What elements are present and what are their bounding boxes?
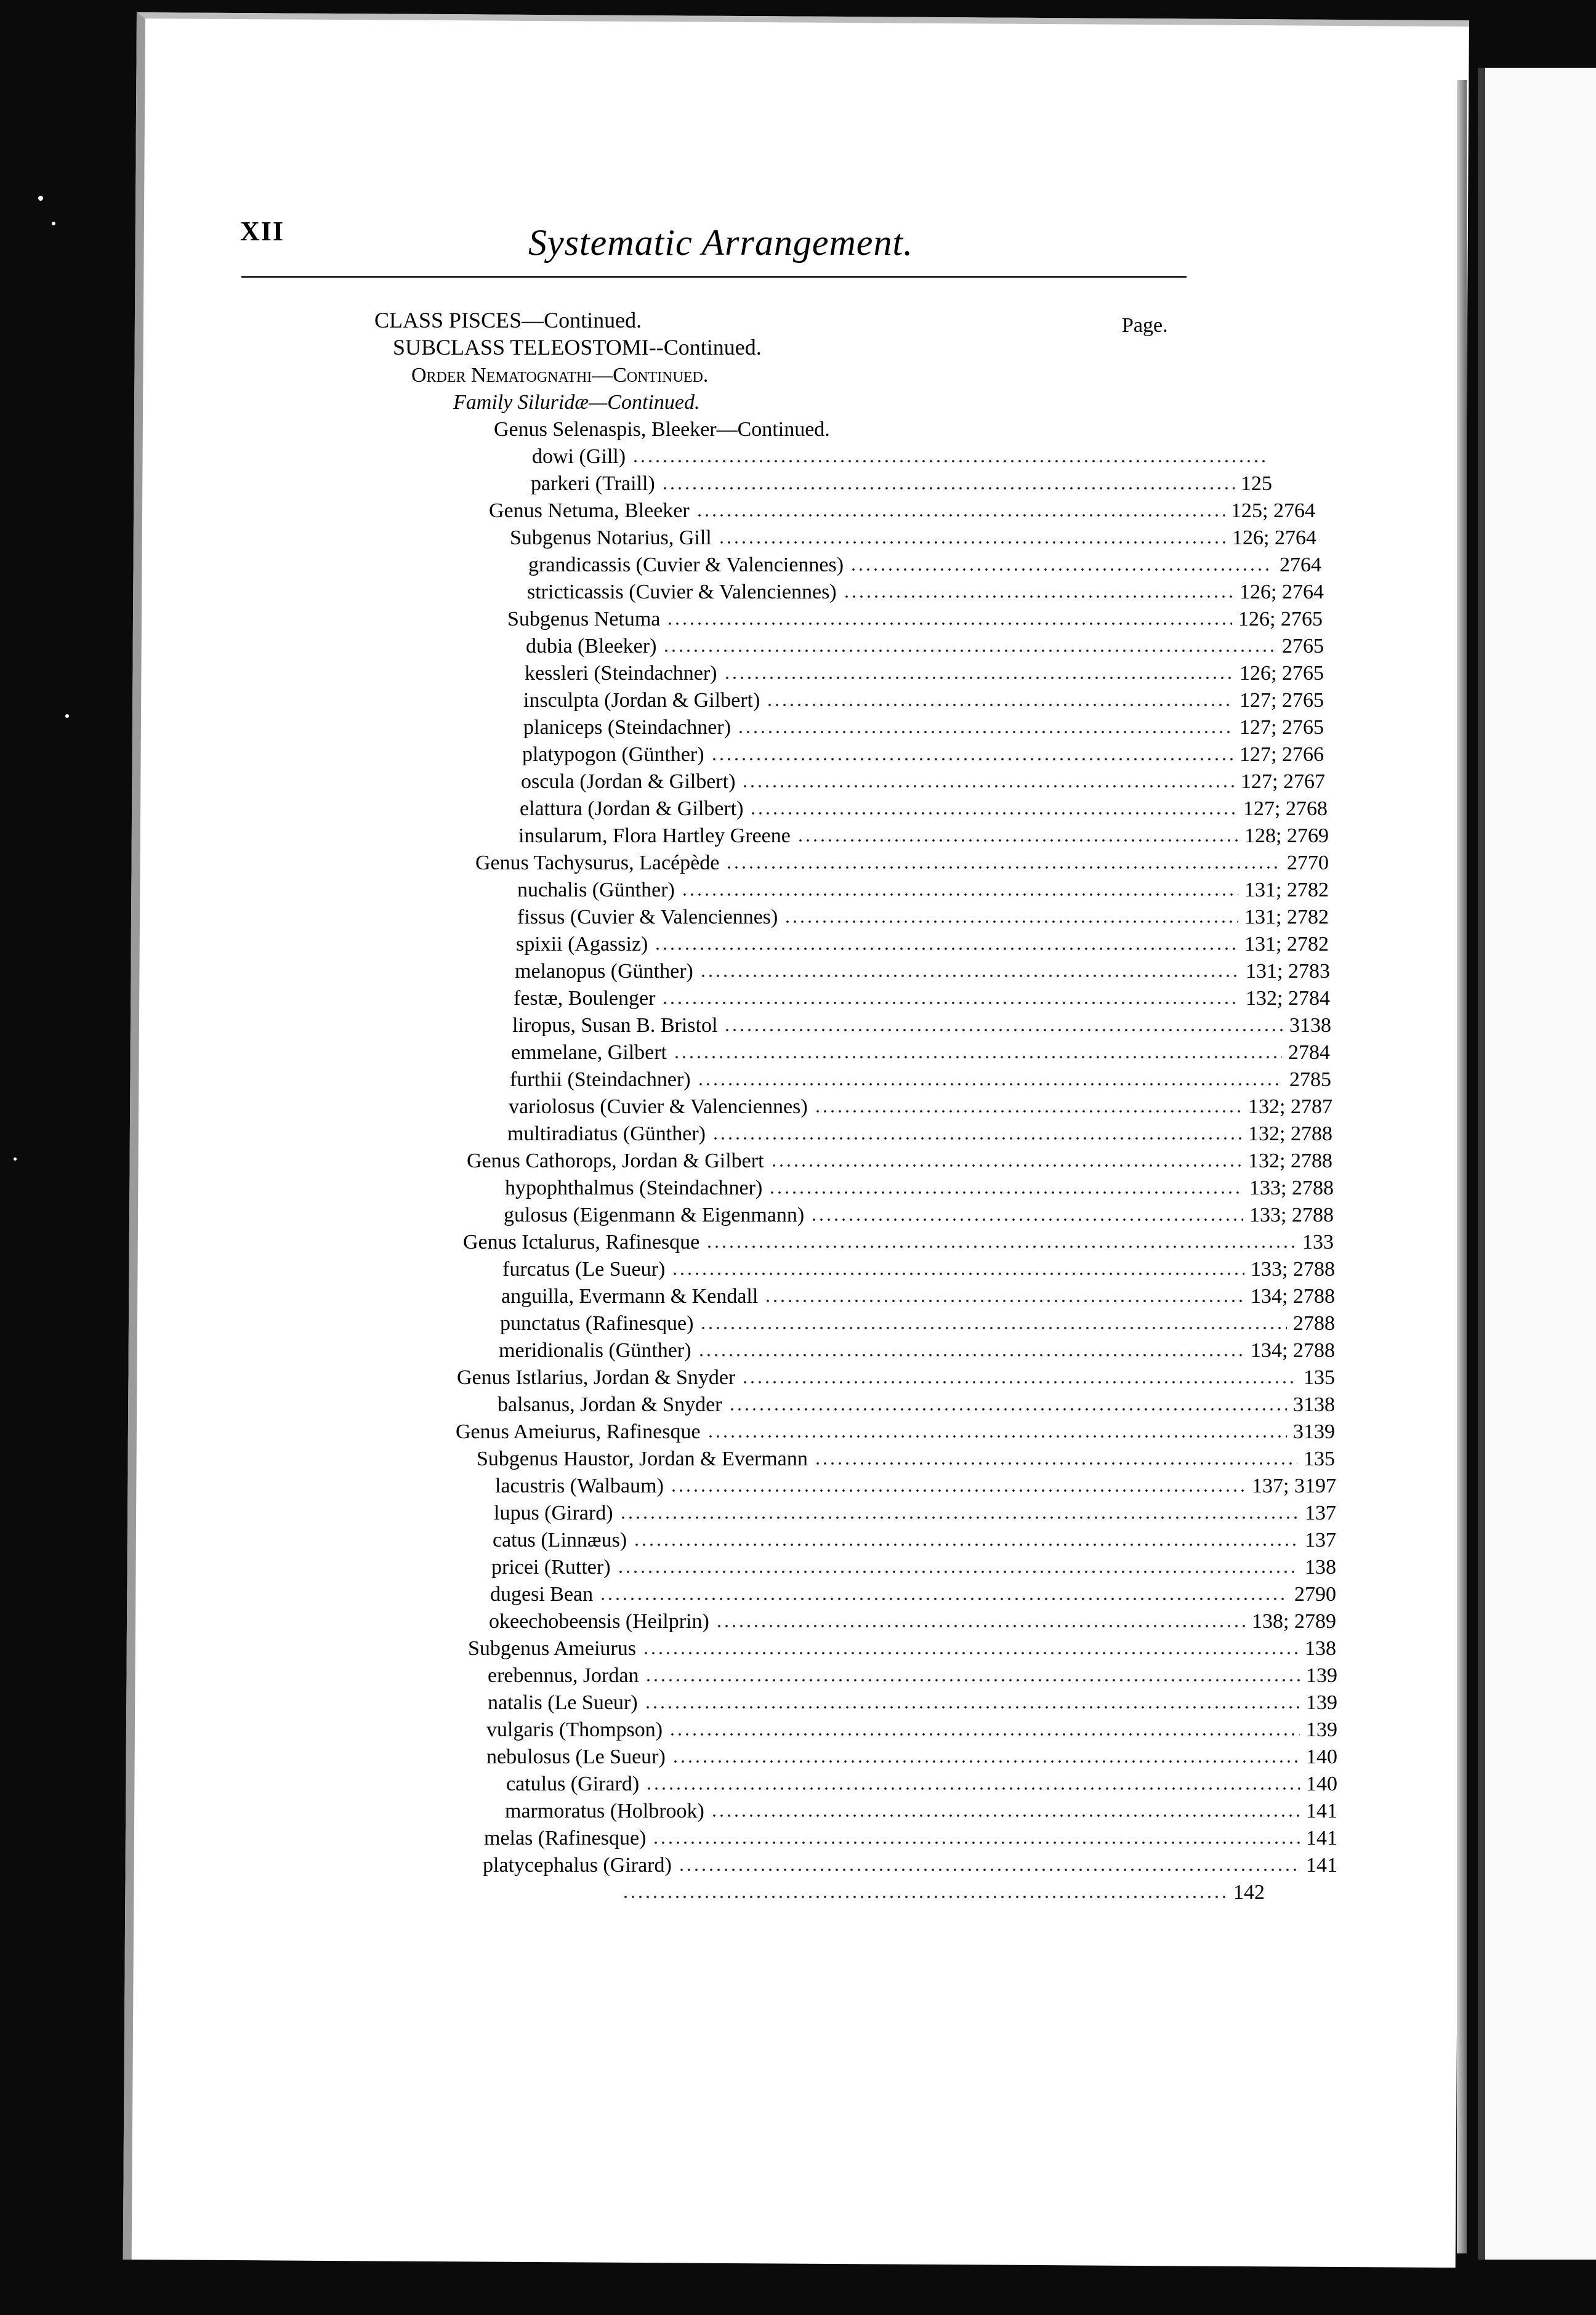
toc-entry	[520, 795, 1328, 823]
toc-entry-title: Subgenus Netuma	[507, 608, 661, 630]
toc-entry-title: marmoratus (Holbrook)	[505, 1800, 704, 1822]
toc-entry-page: 134; 2788	[1251, 1339, 1335, 1362]
toc-entry-title: CLASS PISCES—Continued.	[374, 308, 642, 332]
toc-entry-page: 126; 2764	[1232, 526, 1316, 549]
toc-entry-page: 3139	[1293, 1420, 1335, 1443]
toc-entry	[525, 660, 1324, 687]
toc-entry-page: 134; 2788	[1251, 1285, 1335, 1308]
toc-entry-title: Subgenus Haustor, Jordan & Evermann	[477, 1447, 808, 1470]
toc-entry-title: pricei (Rutter)	[491, 1556, 611, 1579]
toc-entry-title: nuchalis (Günther)	[517, 879, 675, 901]
dot-leader	[619, 1516, 1299, 1520]
dot-leader	[770, 1164, 1243, 1167]
toc-entry	[484, 1825, 1337, 1852]
toc-entry-page: 139	[1306, 1691, 1337, 1714]
toc-entry-page: 138; 2789	[1252, 1610, 1336, 1633]
dot-leader	[632, 459, 1265, 463]
toc-entry	[506, 1771, 1337, 1798]
toc-entry-title: anguilla, Evermann & Kendall	[501, 1285, 759, 1308]
toc-entry-page: 2784	[1288, 1041, 1330, 1064]
toc-entry-title: liropus, Susan B. Bristol	[512, 1014, 718, 1037]
dot-leader	[661, 486, 1235, 490]
dot-leader	[645, 1787, 1300, 1790]
dot-leader	[633, 1543, 1299, 1547]
toc-entry-page: 131; 2782	[1244, 906, 1329, 928]
toc-entry	[527, 579, 1324, 606]
dot-leader	[645, 1678, 1300, 1682]
toc-entry-title: stricticassis (Cuvier & Valenciennes)	[527, 581, 837, 603]
toc-entry-title: Family Siluridæ—Continued.	[453, 391, 700, 414]
scan-speck	[38, 196, 43, 201]
toc-entry-title: melanopus (Günther)	[515, 960, 693, 983]
toc-entry-page: 125; 2764	[1231, 499, 1315, 522]
toc-entry-page: 127; 2768	[1243, 797, 1328, 820]
toc-entry	[512, 1012, 1331, 1039]
toc-entry	[531, 470, 1272, 497]
toc-entry-title: furthii (Steindachner)	[510, 1068, 691, 1091]
dot-leader	[654, 947, 1238, 951]
toc-entry-title: insularum, Flora Hartley Greene	[518, 824, 791, 847]
toc-entry	[488, 1662, 1337, 1689]
toc-entry-page: 125	[1241, 472, 1272, 495]
dot-leader	[678, 1868, 1300, 1872]
toc-entry-title: emmelane, Gilbert	[511, 1041, 667, 1064]
toc-entry-page: 133; 2788	[1249, 1204, 1334, 1226]
dot-leader	[666, 622, 1232, 626]
toc-entry-page: 127; 2765	[1239, 716, 1324, 739]
dot-leader	[622, 1895, 1227, 1899]
dot-leader	[715, 1624, 1246, 1628]
toc-entry	[488, 1689, 1337, 1717]
toc-entry-title: gulosus (Eigenmann & Eigenmann)	[504, 1204, 805, 1226]
toc-entry-title: okeechobeensis (Heilprin)	[489, 1610, 709, 1633]
dot-leader	[810, 1218, 1243, 1222]
toc-entry	[494, 1500, 1336, 1527]
toc-entry-page: 141	[1306, 1800, 1337, 1822]
scan-speck	[65, 714, 69, 718]
page-column-label: Page.	[1122, 314, 1168, 337]
dot-leader	[673, 1055, 1282, 1059]
toc-entry	[504, 1202, 1334, 1229]
toc-entry	[411, 362, 965, 389]
toc-entry-title: elattura (Jordan & Gilbert)	[520, 797, 744, 820]
toc-entry-page: 127; 2766	[1239, 743, 1324, 766]
toc-entry	[483, 1852, 1337, 1879]
toc-entry-title: catus (Linnæus)	[493, 1529, 627, 1552]
toc-entry-title: Genus Selenaspis, Bleeker—Continued.	[494, 418, 830, 441]
scan-speck	[14, 1158, 17, 1161]
toc-entry-page: 128; 2769	[1244, 824, 1329, 847]
dot-leader	[711, 1814, 1300, 1818]
toc-entry-title: Genus Cathorops, Jordan & Gilbert	[467, 1149, 764, 1172]
dot-leader	[617, 1570, 1299, 1574]
toc-entry	[468, 1635, 1336, 1662]
toc-entry-title: hypophthalmus (Steindachner)	[505, 1177, 763, 1199]
toc-entry-title: dugesi Bean	[490, 1583, 594, 1606]
toc-entry	[495, 1473, 1336, 1500]
dot-leader	[814, 1462, 1297, 1465]
toc-entry-page: 126; 2765	[1239, 662, 1324, 685]
toc-entry-title: dubia (Bleeker)	[526, 635, 657, 658]
toc-entry-page: 2785	[1289, 1068, 1331, 1091]
toc-entry-title: Subgenus Notarius, Gill	[510, 526, 712, 549]
toc-entry-page: 131; 2782	[1244, 933, 1329, 956]
toc-entry-page: 142	[1233, 1881, 1265, 1904]
toc-entry-page: 133; 2788	[1251, 1258, 1335, 1281]
dot-leader	[764, 1299, 1244, 1303]
dot-leader	[642, 1651, 1299, 1655]
dot-leader	[737, 730, 1233, 734]
toc-entry-title: nebulosus (Le Sueur)	[486, 1745, 666, 1768]
toc-entry	[518, 823, 1329, 850]
dot-leader	[661, 1001, 1239, 1005]
dot-leader	[797, 839, 1238, 842]
toc-entry-title: SUBCLASS TELEOSTOMI--Continued.	[393, 335, 762, 360]
toc-entry	[532, 443, 1271, 470]
toc-entry-page: 132; 2787	[1248, 1095, 1332, 1118]
dot-leader	[671, 1272, 1244, 1276]
toc-entry	[509, 1093, 1332, 1121]
toc-entry-page: 139	[1306, 1718, 1337, 1741]
toc-entry	[490, 1581, 1336, 1608]
dot-leader	[741, 784, 1235, 788]
toc-entry-title: parkeri (Traill)	[531, 472, 655, 495]
toc-entry	[489, 1608, 1336, 1635]
toc-entry-title: multiradiatus (Günther)	[507, 1122, 706, 1145]
toc-entry-title: furcatus (Le Sueur)	[502, 1258, 666, 1281]
dot-leader	[697, 1082, 1283, 1086]
dot-leader	[644, 1705, 1300, 1709]
toc-entry-page: 133; 2788	[1249, 1177, 1334, 1199]
toc-entry	[493, 1527, 1336, 1554]
toc-entry-title: Subgenus Ameiurus	[468, 1637, 636, 1660]
dot-leader	[766, 703, 1233, 707]
toc-entry-page: 126; 2764	[1239, 581, 1324, 603]
toc-entry-page: 132; 2788	[1248, 1149, 1332, 1172]
toc-entry-title: spixii (Agassiz)	[516, 933, 648, 956]
toc-entry-title: variolosus (Cuvier & Valenciennes)	[509, 1095, 808, 1118]
toc-entry-title: vulgaris (Thompson)	[486, 1718, 663, 1741]
toc-entry	[505, 1798, 1337, 1825]
toc-entry	[528, 552, 1321, 579]
dot-leader	[723, 1028, 1283, 1032]
toc-entry-title: dowi (Gill)	[532, 445, 626, 468]
toc-entry	[521, 768, 1325, 795]
dot-leader	[706, 1245, 1296, 1249]
toc-entry	[456, 1419, 1335, 1446]
toc-entry-page: 127; 2765	[1239, 689, 1324, 712]
toc-entry-title: planiceps (Steindachner)	[523, 716, 732, 739]
toc-entry-page: 2765	[1282, 635, 1324, 658]
toc-entry	[502, 1256, 1335, 1283]
toc-entry	[516, 931, 1329, 958]
dot-leader	[696, 513, 1225, 517]
toc-entry-title: insculpta (Jordan & Gilbert)	[523, 689, 760, 712]
toc-entry-page: 3138	[1293, 1393, 1335, 1416]
dot-leader	[814, 1109, 1242, 1113]
toc-entry-title: Genus Ictalurus, Rafinesque	[463, 1231, 700, 1254]
toc-entry-title: erebennus, Jordan	[488, 1664, 639, 1687]
toc-entry	[489, 497, 1315, 525]
toc-entry	[467, 1148, 1332, 1175]
dot-leader	[723, 676, 1234, 680]
toc-entry-page: 138	[1305, 1556, 1336, 1579]
toc-entry-page: 133	[1302, 1231, 1334, 1254]
toc-entry	[486, 1744, 1337, 1771]
toc-entry	[517, 877, 1329, 904]
dot-leader	[784, 920, 1238, 924]
dot-leader	[670, 1489, 1246, 1492]
toc-entry	[499, 1337, 1335, 1364]
toc-entry-page: 140	[1306, 1745, 1337, 1768]
toc-entry-title: Genus Netuma, Bleeker	[489, 499, 690, 522]
toc-entry	[510, 525, 1316, 552]
toc-entry	[498, 1391, 1335, 1419]
dot-leader	[652, 1841, 1300, 1845]
toc-entry	[374, 307, 805, 334]
dot-leader	[699, 1326, 1287, 1330]
toc-entry-title: grandicassis (Cuvier & Valenciennes)	[528, 554, 844, 576]
toc-entry	[507, 606, 1323, 633]
toc-entry-title: Order Nematognathi—Continued.	[411, 364, 709, 387]
dot-leader	[699, 974, 1239, 978]
toc-entry-title: meridionalis (Günther)	[499, 1339, 691, 1362]
facing-page-edge	[1478, 68, 1596, 2260]
toc-entry-title: platycephalus (Girard)	[483, 1854, 672, 1877]
toc-entry-page: 137	[1305, 1502, 1336, 1524]
toc-entry-page: 132; 2788	[1248, 1122, 1332, 1145]
dot-leader	[599, 1597, 1288, 1601]
dot-leader	[749, 811, 1237, 815]
toc-entry	[517, 904, 1329, 931]
toc-entry-title: punctatus (Rafinesque)	[500, 1312, 694, 1335]
toc-entry	[526, 633, 1324, 660]
toc-entry-page: 141	[1306, 1827, 1337, 1850]
toc-entry-title: festæ, Boulenger	[514, 987, 656, 1010]
page-number: XII	[240, 216, 285, 246]
dot-leader	[707, 1435, 1287, 1438]
toc-entry	[457, 1364, 1335, 1391]
dot-leader	[768, 1191, 1243, 1194]
toc-entry-page: 141	[1306, 1854, 1337, 1877]
toc-entry-page: 132; 2784	[1246, 987, 1330, 1010]
toc-entry	[523, 714, 1324, 741]
toc-entry-page: 137; 3197	[1252, 1475, 1336, 1497]
toc-entry	[453, 389, 1007, 416]
toc-entry-page: 3138	[1289, 1014, 1331, 1037]
toc-entry-page: 140	[1306, 1773, 1337, 1795]
toc-entry	[500, 1310, 1335, 1337]
toc-entry-page: 127; 2767	[1241, 770, 1325, 793]
toc-entry	[494, 416, 1048, 443]
dot-leader	[718, 541, 1226, 544]
toc-entry-page: 131; 2782	[1244, 879, 1329, 901]
toc-entry-title: Genus Istlarius, Jordan & Snyder	[457, 1366, 736, 1389]
toc-entry-title: catulus (Girard)	[506, 1773, 640, 1795]
running-title: Systematic Arrangement.	[528, 222, 914, 263]
dot-leader	[681, 893, 1238, 896]
toc-entry-title: kessleri (Steindachner)	[525, 662, 717, 685]
toc-entry	[501, 1283, 1335, 1310]
toc-entry-title: natalis (Le Sueur)	[488, 1691, 638, 1714]
dot-leader	[698, 1353, 1245, 1357]
toc-entry	[510, 1066, 1331, 1093]
dot-leader	[741, 1380, 1297, 1384]
toc-entry	[475, 850, 1329, 877]
toc-entry	[505, 1175, 1334, 1202]
toc-entry-page: 138	[1305, 1637, 1336, 1660]
toc-entry-page: 2790	[1294, 1583, 1336, 1606]
dot-leader	[663, 649, 1276, 653]
toc-entry-page: 135	[1304, 1447, 1335, 1470]
header-rule	[241, 276, 1187, 278]
book-gutter	[1457, 80, 1467, 2253]
toc-entry-page: 137	[1305, 1529, 1336, 1552]
toc-entry-title: fissus (Cuvier & Valenciennes)	[517, 906, 778, 928]
toc-entry-page: 2764	[1280, 554, 1321, 576]
toc-entry	[486, 1717, 1337, 1744]
toc-entry	[491, 1554, 1336, 1581]
dot-leader	[672, 1760, 1300, 1763]
dot-leader	[669, 1733, 1300, 1736]
toc-entry	[463, 1229, 1334, 1256]
toc-entry-title: melas (Rafinesque)	[484, 1827, 647, 1850]
toc-entry-page: 126; 2765	[1238, 608, 1323, 630]
toc-entry-page: 131; 2783	[1246, 960, 1330, 983]
toc-entry-title: Genus Tachysurus, Lacépède	[475, 852, 720, 874]
dot-leader	[725, 866, 1281, 869]
toc-entry	[514, 985, 1330, 1012]
toc-entry-page: 2770	[1287, 852, 1329, 874]
toc-entry-title: Genus Ameiurus, Rafinesque	[456, 1420, 701, 1443]
toc-entry	[515, 958, 1330, 985]
dot-leader	[850, 568, 1273, 571]
toc-entry-title: balsanus, Jordan & Snyder	[498, 1393, 722, 1416]
scan-speck	[52, 222, 55, 225]
dot-leader	[843, 595, 1233, 598]
toc-entry-title: oscula (Jordan & Gilbert)	[521, 770, 736, 793]
toc-entry-page: 135	[1304, 1366, 1335, 1389]
toc-entry	[477, 1446, 1335, 1473]
toc-entry-title: platypogon (Günther)	[522, 743, 704, 766]
dot-leader	[728, 1407, 1287, 1411]
dot-leader	[712, 1137, 1242, 1140]
toc-entry-title: lacustris (Walbaum)	[495, 1475, 664, 1497]
toc-entry-page: 2788	[1293, 1312, 1335, 1335]
toc-entry	[616, 1879, 1265, 1906]
toc-entry-title: lupus (Girard)	[494, 1502, 613, 1524]
toc-entry	[511, 1039, 1330, 1066]
toc-entry-page: 139	[1306, 1664, 1337, 1687]
toc-entry	[523, 687, 1324, 714]
toc-entry	[507, 1121, 1332, 1148]
toc-entry	[393, 334, 947, 361]
toc-entry	[522, 741, 1324, 768]
dot-leader	[711, 757, 1234, 761]
